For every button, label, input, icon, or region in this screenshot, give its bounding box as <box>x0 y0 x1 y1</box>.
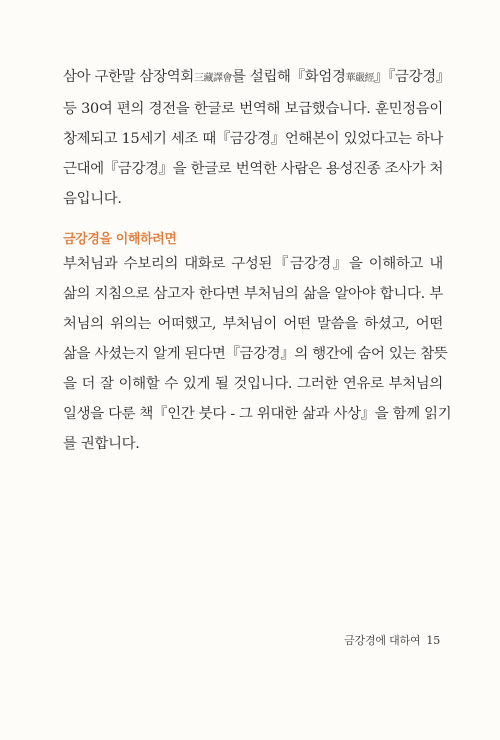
paragraph-line: 일생을 다룬 책『인간 붓다 - 그 위대한 삶과 사상』을 함께 읽기 <box>63 406 452 422</box>
text-segment: 』『금강경』 <box>374 69 450 85</box>
text-segment: 삼아 구한말 삼장역회 <box>63 69 194 85</box>
running-footer <box>344 632 440 648</box>
paragraph-line: 창제되고 15세기 세조 때『금강경』언해본이 있었다고는 하나 <box>63 131 444 147</box>
text-segment: 를 설립해『화엄경 <box>231 69 346 85</box>
section-heading: 금강경을 이해하려면 <box>63 232 177 247</box>
paragraph-line: 음입니다. <box>63 191 122 207</box>
paragraph-line: 부처님과 수보리의 대화로 구성된『금강경』을 이해하고 내 <box>63 256 443 272</box>
paragraph-line: 등 30여 편의 경전을 한글로 번역해 보급했습니다. 훈민정음이 <box>63 101 443 117</box>
paragraph-line: 처님의 위의는 어떠했고, 부처님이 어떤 말씀을 하셨고, 어떤 <box>63 316 443 332</box>
footer-chapter-title: 금강경에 대하여 <box>344 634 421 647</box>
paragraph-line: 삶의 지침으로 삼고자 한다면 부처님의 삶을 알아야 합니다. 부 <box>63 286 443 302</box>
hanja-annotation: 三藏譯會 <box>193 73 232 84</box>
paragraph-line: 근대에『금강경』을 한글로 번역한 사람은 용성진종 조사가 처 <box>63 161 444 177</box>
paragraph-line: 를 권합니다. <box>63 436 140 452</box>
page-number: 15 <box>426 634 440 647</box>
paragraph-line <box>63 62 450 94</box>
paragraph-line: 삶을 사셨는지 알게 된다면『금강경』의 행간에 숨어 있는 참뜻 <box>63 346 448 362</box>
body-paragraph-1 <box>63 62 450 214</box>
paragraph-line: 을 더 잘 이해할 수 있게 될 것입니다. 그러한 연유로 부처님의 <box>63 376 443 392</box>
hanja-annotation: 華嚴經 <box>345 73 375 84</box>
body-paragraph-2 <box>63 249 452 459</box>
